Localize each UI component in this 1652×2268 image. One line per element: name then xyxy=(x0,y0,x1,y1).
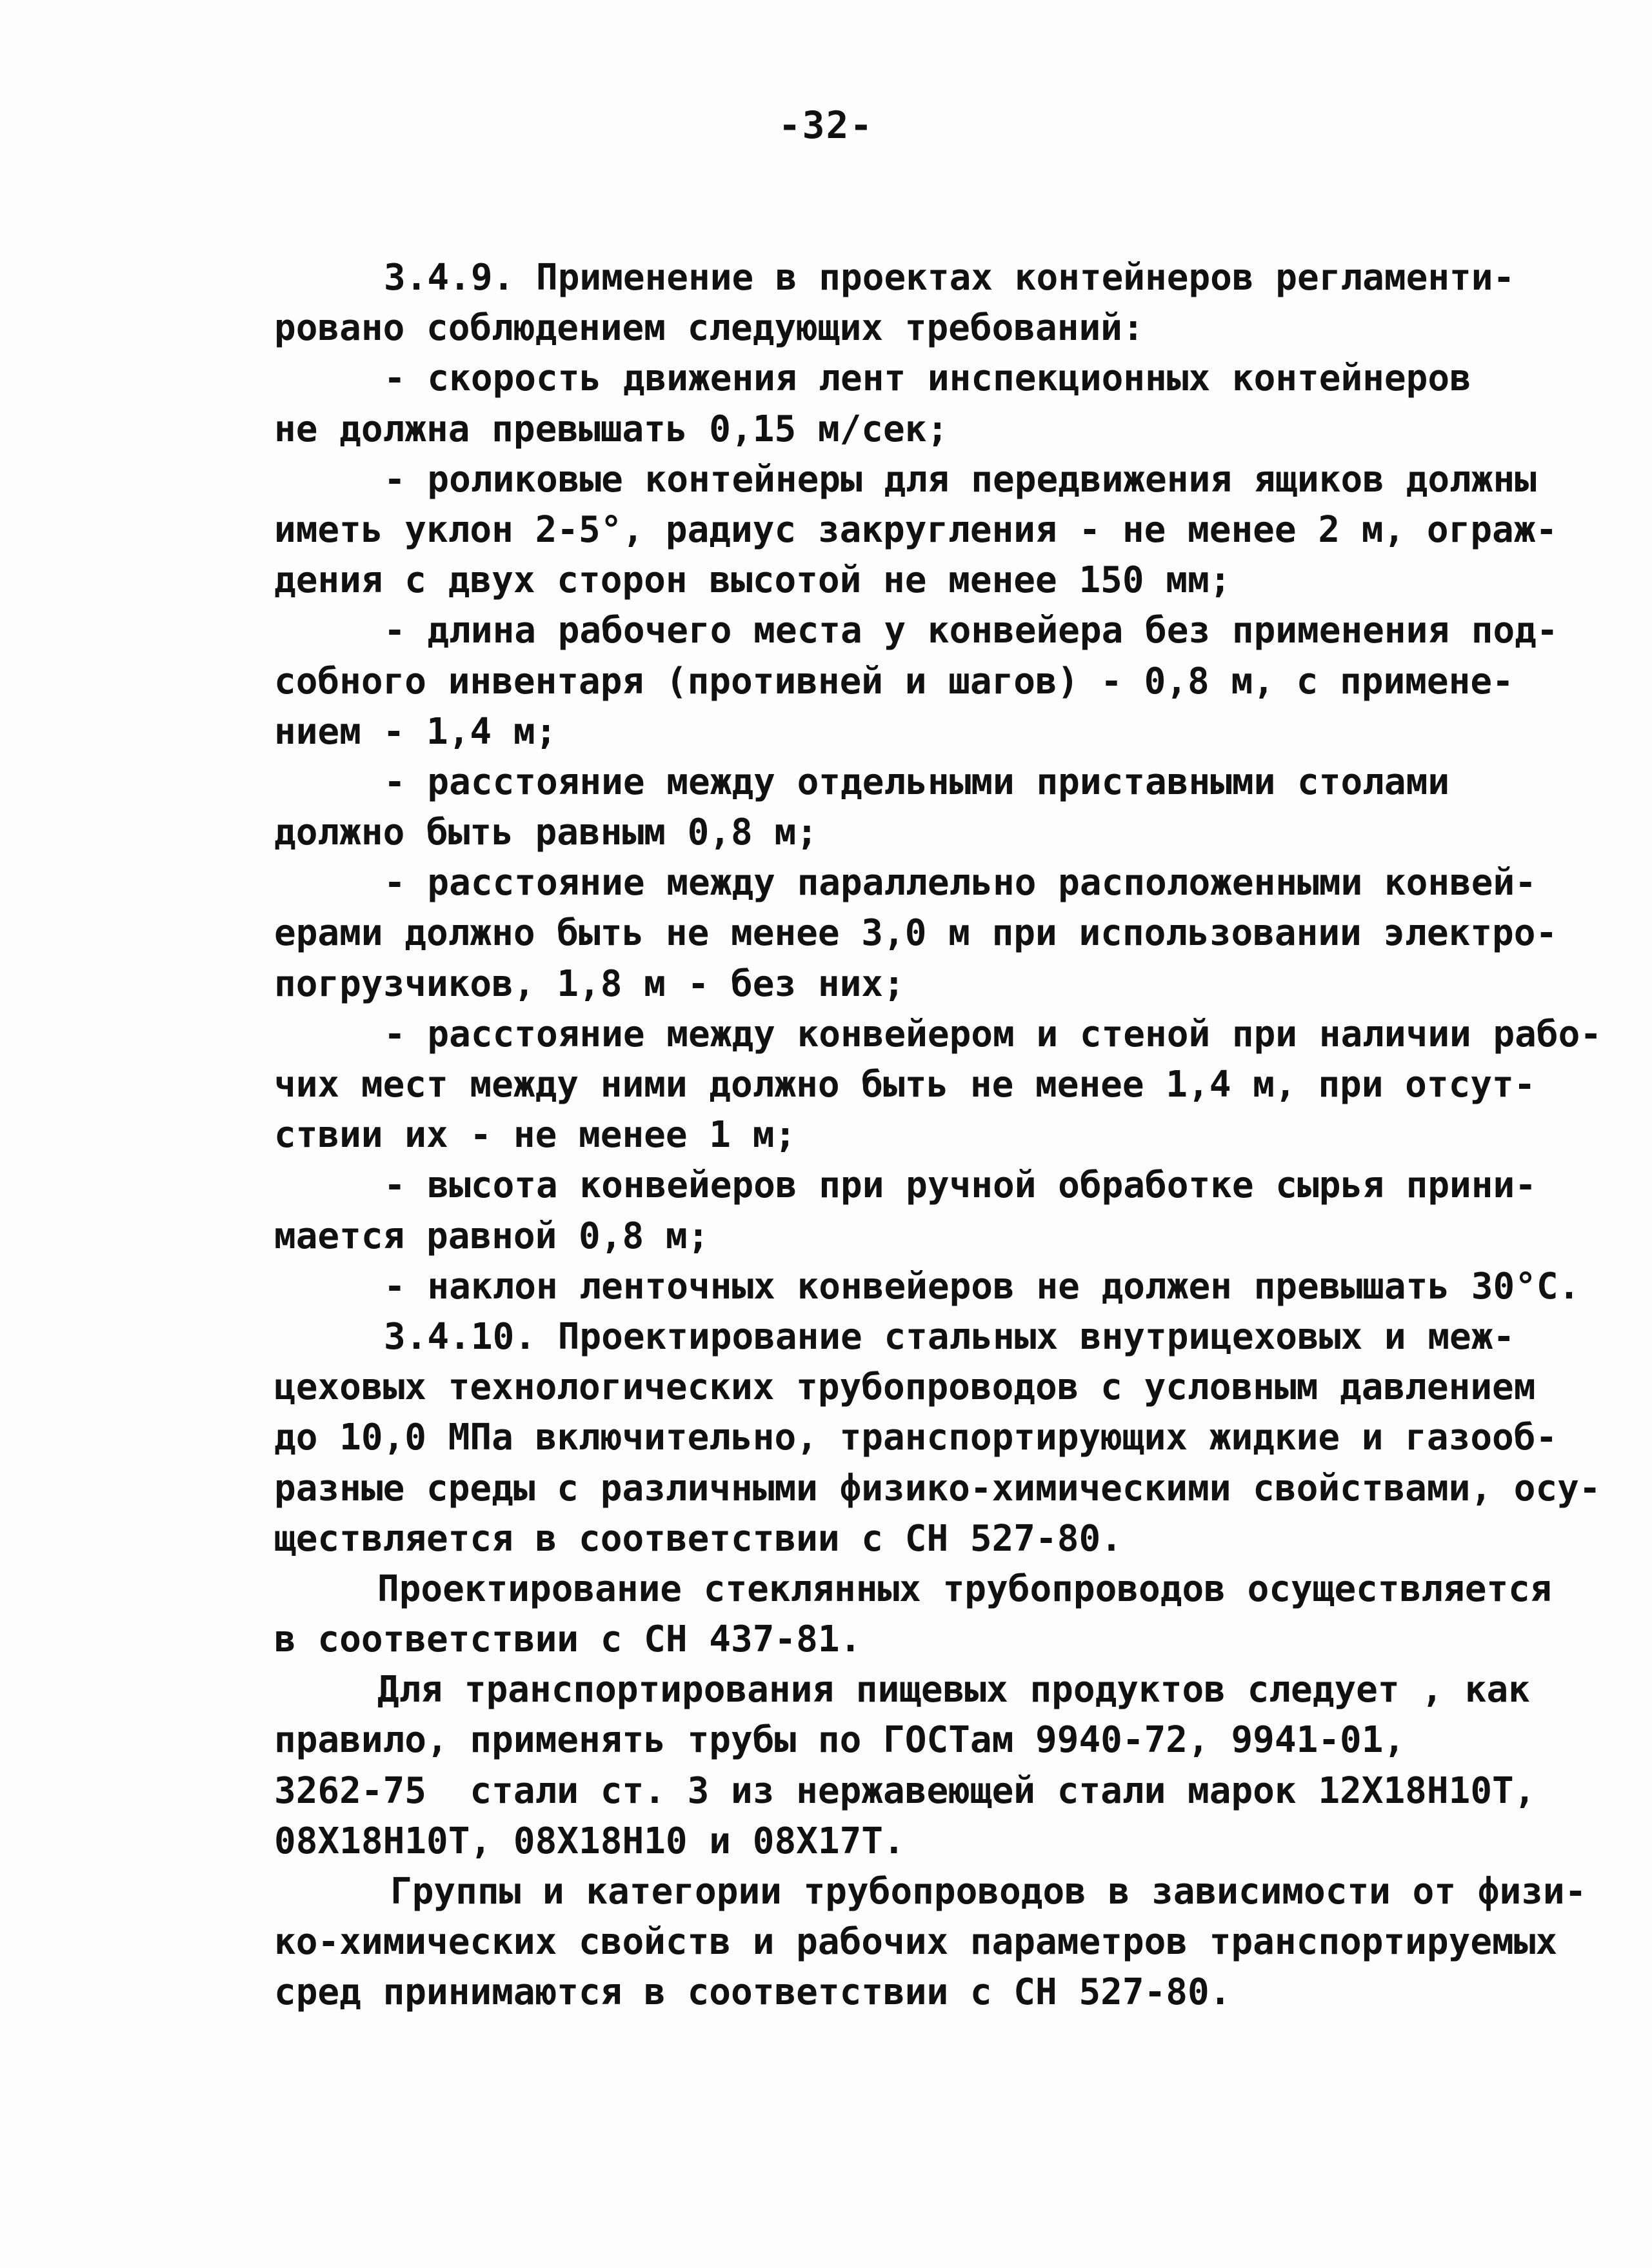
list-item-line: чих мест между ними должно быть не менее 1,4 м, при отсут- xyxy=(274,1064,1536,1106)
paragraph-line: ровано соблюдением следующих требований: xyxy=(274,307,1144,350)
list-item-line: мается равной 0,8 м; xyxy=(274,1215,710,1257)
list-item-line: должно быть равным 0,8 м; xyxy=(274,811,818,854)
list-item-line: ствии их - не менее 1 м; xyxy=(274,1114,797,1157)
list-item-line: - скорость движения лент инспекционных контейнеров xyxy=(384,357,1471,400)
list-item-line: - высота конвейеров при ручной обработке сырья прини- xyxy=(384,1164,1537,1207)
paragraph-line: Для транспортирования пищевых продуктов следует , как xyxy=(377,1669,1530,1711)
paragraph-line: цеховых технологических трубопроводов с условным давлением xyxy=(274,1366,1536,1409)
paragraph-line: в соответствии с СН 437-81. xyxy=(274,1618,862,1661)
list-item-line: дения с двух сторон высотой не менее 150 мм; xyxy=(274,559,1231,602)
paragraph-line: 08Х18Н10Т, 08Х18Н10 и 08Х17Т. xyxy=(274,1820,905,1862)
paragraph-line: 3.4.10. Проектирование стальных внутрицеховых и меж- xyxy=(384,1315,1515,1358)
list-item-line: иметь уклон 2-5°, радиус закругления - не менее 2 м, ограж- xyxy=(274,508,1558,551)
list-item-line: ерами должно быть не менее 3,0 м при использовании электро- xyxy=(274,912,1558,955)
list-item-line: - наклон ленточных конвейеров не должен превышать 30°С. xyxy=(384,1265,1580,1308)
paragraph-line: сред принимаются в соответствии с СН 527-80. xyxy=(274,1971,1231,2014)
paragraph-line: Группы и категории трубопроводов в зависимости от физи- xyxy=(390,1871,1587,1913)
page-number: -32- xyxy=(778,103,874,147)
paragraph-line: 3262-75 стали ст. 3 из нержавеющей стали марок 12Х18Н10Т, xyxy=(274,1769,1536,1812)
paragraph-line: ществляется в соответствии с СН 527-80. xyxy=(274,1517,1122,1560)
list-item-line: - длина рабочего места у конвейера без применения под- xyxy=(384,610,1558,652)
paragraph-line: Проектирование стеклянных трубопроводов осуществляется xyxy=(377,1567,1552,1610)
list-item-line: - расстояние между отдельными приставными столами xyxy=(384,761,1450,803)
paragraph-line: ко-химических свойств и рабочих параметров транспортируемых xyxy=(274,1921,1558,1964)
list-item-line: не должна превышать 0,15 м/сек; xyxy=(274,408,949,450)
list-item-line: нием - 1,4 м; xyxy=(274,710,557,753)
list-item-line: собного инвентаря (противней и шагов) - 0,8 м, с примене- xyxy=(274,660,1514,702)
list-item-line: погрузчиков, 1,8 м - без них; xyxy=(274,962,905,1005)
document-body xyxy=(274,253,1602,2018)
list-item-line: - расстояние между параллельно расположенными конвей- xyxy=(384,862,1537,904)
paragraph-line: до 10,0 МПа включительно, транспортирующих жидкие и газооб- xyxy=(274,1417,1558,1459)
paragraph-line: правило, применять трубы по ГОСТам 9940-72, 9941-01, xyxy=(274,1719,1406,1762)
paragraph-line: 3.4.9. Применение в проектах контейнеров регламенти- xyxy=(384,257,1515,299)
list-item-line: - расстояние между конвейером и стеной при наличии рабо- xyxy=(384,1013,1602,1055)
paragraph-line: разные среды с различными физико-химическими свойствами, осу- xyxy=(274,1467,1601,1509)
list-item-line: - роликовые контейнеры для передвижения ящиков должны xyxy=(384,458,1537,501)
